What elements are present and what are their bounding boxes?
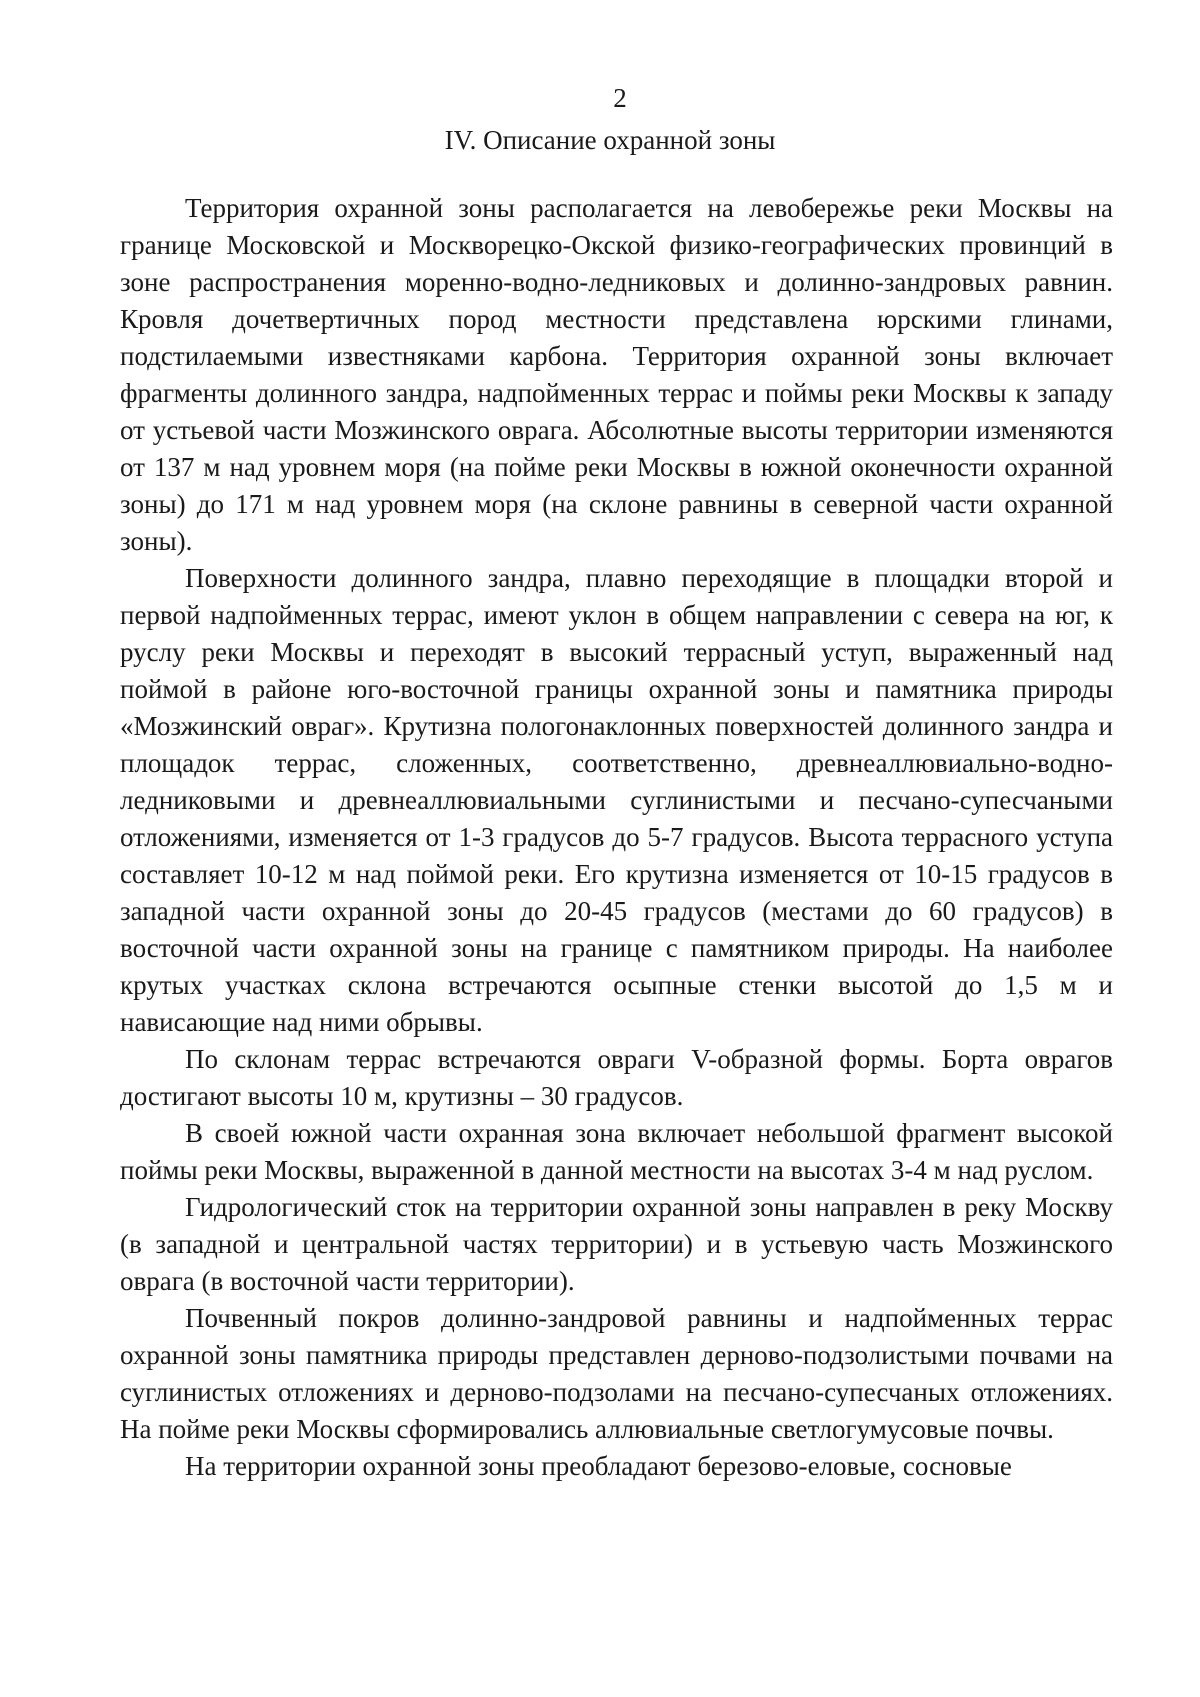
- paragraph: Поверхности долинного зандра, плавно переходящие в площадки второй и первой надпойменных террас, имеют уклон в общем направлении с севера на юг, к руслу реки Москвы и переходят в высокий террасный уступ, выраженный над поймой в районе юго-восточной границы охранной зоны и памятника природы «Мозжинский овраг». Крутизна пологонаклонных поверхностей долинного зандра и площадок террас, сложенных, соответственно, древнеаллювиально-водно-ледниковыми и древнеаллювиальными суглинистыми и песчано-супесчаными отложениями, изменяется от 1-3 градусов до 5-7 градусов. Высота террасного уступа составляет 10-12 м над поймой реки. Его крутизна изменяется от 10-15 градусов в западной части охранной зоны до 20-45 градусов (местами до 60 градусов) в восточной части охранной зоны на границе с памятником природы. На наиболее крутых участках склона встречаются осыпные стенки высотой до 1,5 м и нависающие над ними обрывы.: [120, 563, 1113, 1037]
- paragraph: Территория охранной зоны располагается на левобережье реки Москвы на границе Московской и Москворецко-Окской физико-географических провинций в зоне распространения моренно-водно-ледниковых и долинно-зандровых равнин. Кровля дочетвертичных пород местности представлена юрскими глинами, подстилаемыми известняками карбона. Территория охранной зоны включает фрагменты долинного зандра, надпойменных террас и поймы реки Москвы к западу от устьевой части Мозжинского оврага. Абсолютные высоты территории изменяются от 137 м над уровнем моря (на пойме реки Москвы в южной оконечности охранной зоны) до 171 м над уровнем моря (на склоне равнины в северной части охранной зоны).: [120, 193, 1113, 556]
- paragraph: В своей южной части охранная зона включает небольшой фрагмент высокой поймы реки Москвы, выраженной в данной местности на высотах 3-4 м над руслом.: [120, 1118, 1113, 1185]
- body-text: [120, 190, 1113, 1485]
- paragraph: На территории охранной зоны преобладают березово-еловые, сосновые: [185, 1451, 1012, 1481]
- page-number: 2: [613, 83, 627, 113]
- paragraph: Гидрологический сток на территории охранной зоны направлен в реку Москву (в западной и центральной частях территории) и в устьевую часть Мозжинского оврага (в восточной части территории).: [120, 1192, 1113, 1296]
- section-title: IV. Описание охранной зоны: [444, 125, 776, 155]
- paragraph: Почвенный покров долинно-зандровой равнины и надпойменных террас охранной зоны памятника природы представлен дерново-подзолистыми почвами на суглинистых отложениях и дерново-подзолами на песчано-супесчаных отложениях. На пойме реки Москвы сформировались аллювиальные светлогумусовые почвы.: [120, 1303, 1113, 1444]
- paragraph: По склонам террас встречаются овраги V-образной формы. Борта оврагов достигают высоты 10 м, крутизны – 30 градусов.: [120, 1044, 1113, 1111]
